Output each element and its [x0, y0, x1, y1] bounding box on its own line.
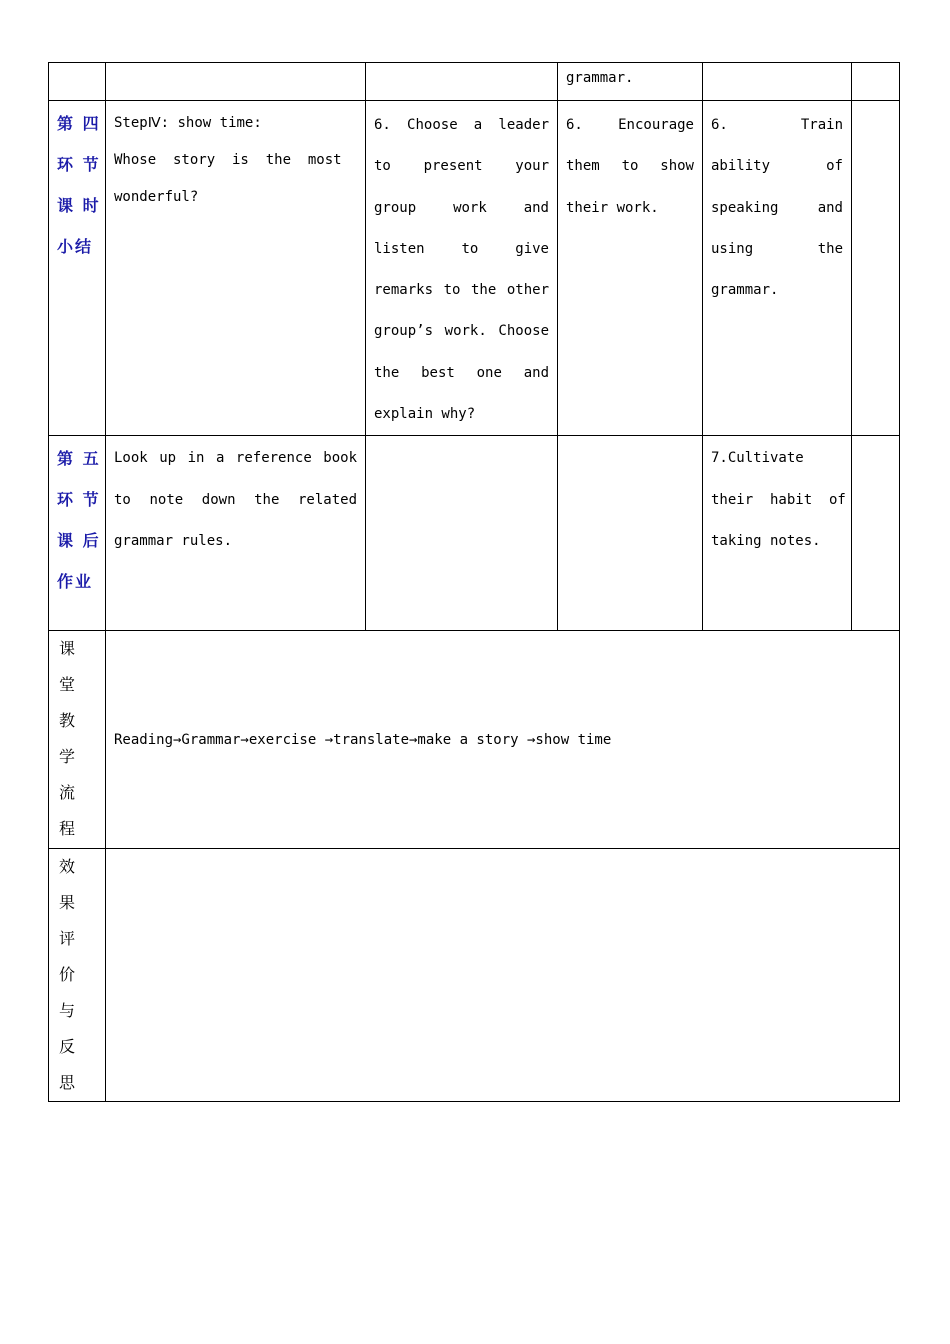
cell-flow-content: [106, 631, 900, 849]
table-row-teaching-flow: [49, 631, 900, 849]
cell-stage-5-label: [49, 436, 106, 631]
cell-empty: [703, 63, 852, 101]
activity-line: wonderful?: [114, 189, 199, 205]
table-row-stage-5: [49, 436, 900, 631]
cell-empty: [558, 436, 703, 631]
stage-5-char: 作业: [57, 572, 94, 592]
cell-top-teacher: [558, 63, 703, 101]
lesson-plan-table: [48, 62, 900, 1102]
cell-stage-5-purpose: [703, 436, 852, 631]
stage-5-char: 课 后: [57, 531, 101, 551]
stage-4-purpose-text: 6. Train ability of speaking and using the grammar.: [711, 117, 843, 299]
flow-label: [49, 631, 105, 847]
reflection-label-char: 价: [59, 965, 76, 985]
stage-4-student-text: 6. Choose a leader to present your group work and listen to give remarks to the other group’s work. Choose the best one and explain why?: [374, 117, 549, 423]
cell-empty: [366, 63, 558, 101]
table-row-reflection: [49, 849, 900, 1102]
flow-label-char: 教: [59, 711, 76, 731]
cell-empty: [49, 63, 106, 101]
reflection-label-char: 与: [59, 1001, 76, 1021]
cell-empty: [852, 436, 900, 631]
stage-5-char: 环 节: [57, 490, 101, 510]
stage-4-char: 第 四: [57, 114, 101, 133]
cell-empty: [852, 101, 900, 436]
cell-stage-4-activity: [106, 101, 366, 436]
reflection-label-char: 评: [59, 929, 76, 949]
cell-flow-label: [49, 631, 106, 849]
stage-4-char: 环 节: [57, 155, 101, 174]
flow-label-char: 课: [59, 639, 76, 659]
reflection-label-char: 思: [59, 1073, 76, 1093]
cell-reflection-label: [49, 849, 106, 1102]
reflection-label: [49, 849, 105, 1101]
flow-label-char: 学: [59, 747, 76, 767]
cell-empty: [366, 436, 558, 631]
stage-5-activity-text: Look up in a reference book to note down the related grammar rules.: [114, 450, 357, 549]
flow-label-char: 程: [59, 819, 76, 839]
cell-stage-4-label: [49, 101, 106, 436]
teaching-flow-text: Reading→Grammar→exercise →translate→make a story →show time: [114, 731, 612, 748]
cell-stage-5-activity: [106, 436, 366, 631]
reflection-label-char: 效: [59, 857, 76, 877]
top-teacher-text: grammar.: [566, 70, 634, 86]
stage-5-purpose: [703, 436, 851, 562]
stage-5-label: [49, 436, 105, 602]
reflection-label-char: 反: [59, 1037, 76, 1057]
purpose-line: taking notes.: [711, 532, 821, 549]
cell-stage-4-purpose: [703, 101, 852, 436]
cell-stage-4-student: [366, 101, 558, 436]
stage-4-activity: [106, 101, 365, 216]
cell-empty: [106, 63, 366, 101]
activity-line: StepⅣ: show time:: [114, 115, 262, 131]
reflection-label-char: 果: [59, 893, 76, 913]
stage-5-char: 第 五: [57, 449, 101, 469]
table-row-stage-4: [49, 101, 900, 436]
flow-label-char: 堂: [59, 675, 76, 695]
cell-stage-4-teacher: [558, 101, 703, 436]
purpose-line: 7.Cultivate: [711, 450, 804, 467]
cell-reflection-content: [106, 849, 900, 1102]
purpose-line: their habit of: [711, 491, 846, 508]
activity-line: Whose story is the most: [114, 152, 342, 168]
stage-4-label: [49, 101, 105, 267]
stage-4-char: 小结: [57, 237, 94, 256]
flow-label-char: 流: [59, 783, 76, 803]
cell-empty: [852, 63, 900, 101]
stage-4-char: 课 时: [57, 196, 101, 215]
table-row-top: [49, 63, 900, 101]
stage-4-teacher-text: 6. Encourage them to show their work.: [566, 117, 694, 216]
